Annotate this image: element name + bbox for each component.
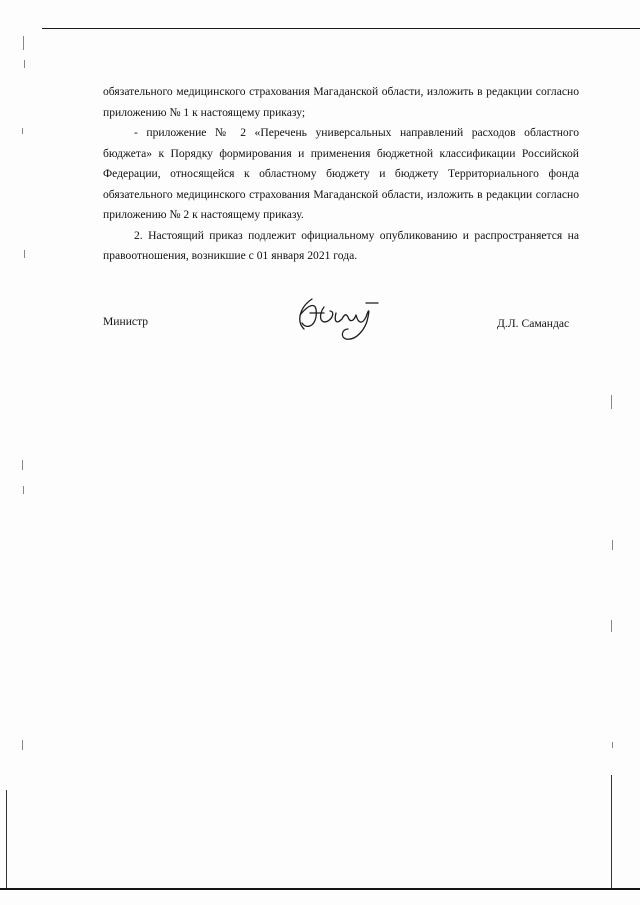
- paragraph-continuation: обязательного медицинского страхования Магаданской области, изложить в редакции согласно приложению № 1 к настоящему приказу;: [103, 85, 579, 119]
- scan-speck: [23, 486, 24, 494]
- scan-speck: [23, 36, 24, 50]
- scan-edge-bottom: [0, 888, 640, 890]
- scan-speck: [612, 540, 613, 550]
- paragraph-clause-2: 2. Настоящий приказ подлежит официальному опубликованию и распространяется на правоотношения, возникшие с 01 января 2021 года.: [103, 228, 579, 262]
- scan-speck: [22, 740, 23, 750]
- signature-icon: [290, 293, 390, 349]
- scan-speck: [612, 742, 613, 748]
- scan-edge-top: [42, 28, 640, 29]
- signatory-name: Д.Л. Самандас: [497, 317, 570, 330]
- scan-edge-right: [611, 775, 612, 888]
- document-body: [103, 82, 579, 267]
- scan-speck: [22, 460, 23, 470]
- signatory-title: Министр: [103, 315, 149, 328]
- scan-edge-left: [6, 790, 7, 888]
- scan-speck: [24, 250, 25, 258]
- scan-speck: [24, 60, 25, 68]
- scan-speck: [611, 620, 612, 632]
- scan-speck: [611, 395, 612, 409]
- paragraph-annex-2: - приложение № 2 «Перечень универсальных направлений расходов областного бюджета» к Порядку формирования и применения бюджетной классификации Российской Федерации, относящейся к областному бюджету и бюджету Территориального фонда обязательного медицинского страхования Магаданской области, изложить в редакции согласно приложению № 2 к настоящему приказу.: [103, 126, 579, 221]
- scan-speck: [22, 128, 23, 134]
